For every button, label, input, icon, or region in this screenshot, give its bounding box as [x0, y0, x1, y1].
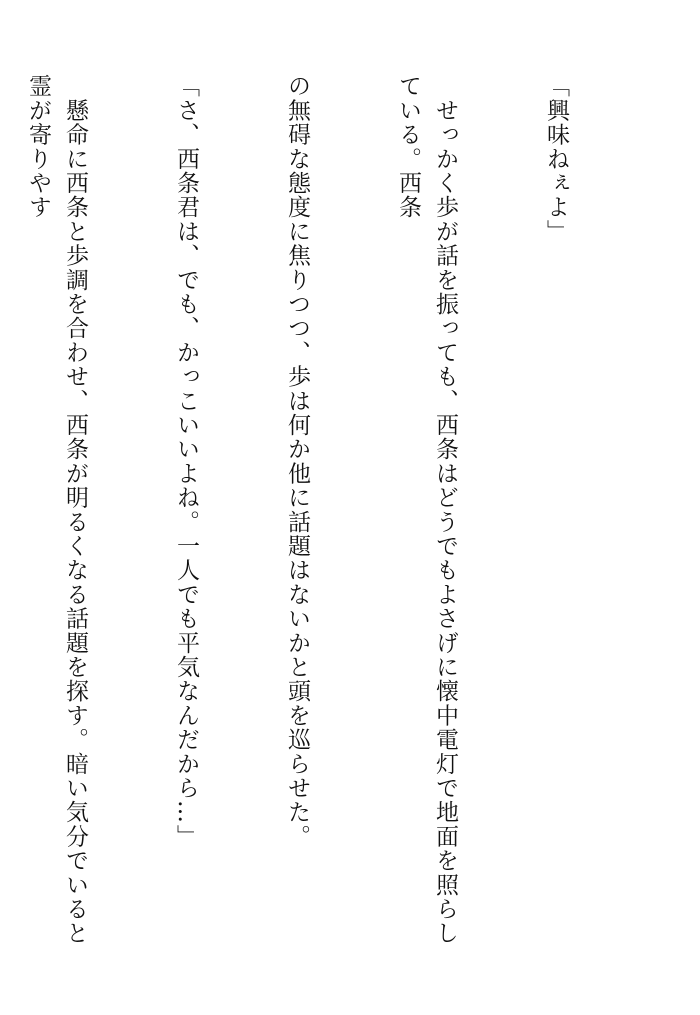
text-line: の無碍な態度に焦りつつ、歩は何か他に話題はないかと頭を巡らせた。	[284, 74, 310, 849]
vertical-text-body	[0, 74, 648, 964]
text-line: 「さ、西条君は、でも、かっこいいよね。一人でも平気なんだから…」	[173, 74, 199, 849]
text-line: 「興味ねぇよ」	[543, 74, 569, 244]
text-line: せっかく歩が話を振っても、西条はどうでもよさげに懐中電灯で地面を照らしている。西条	[395, 74, 458, 946]
text-line: 懸命に西条と歩調を合わせ、西条が明るくなる話題を探す。暗い気分でいると霊が寄りやす	[25, 74, 88, 946]
